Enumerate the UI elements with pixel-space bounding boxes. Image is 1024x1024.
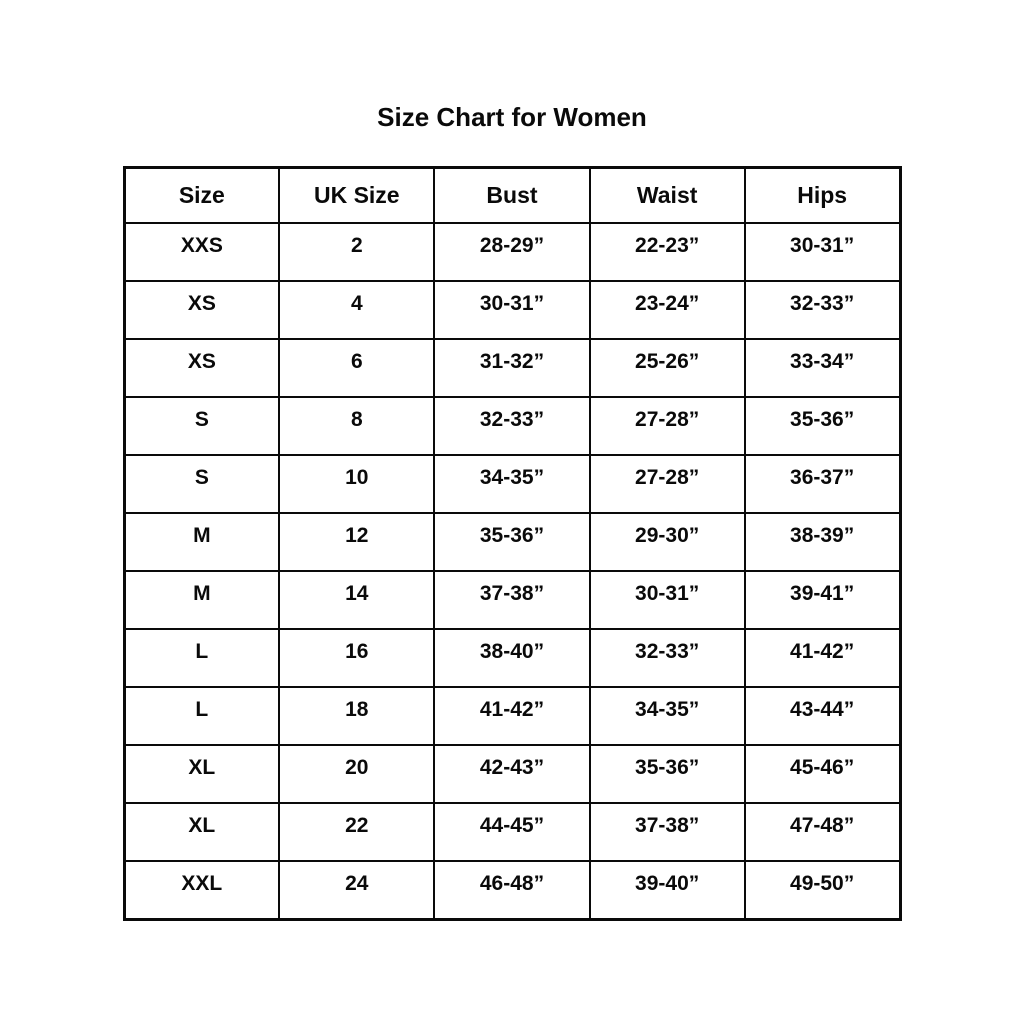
- table-cell: 10: [279, 455, 434, 513]
- table-cell: 30-31”: [434, 281, 589, 339]
- table-cell: 37-38”: [434, 571, 589, 629]
- table-cell: XL: [124, 803, 279, 861]
- table-cell: 35-36”: [434, 513, 589, 571]
- column-header: Bust: [434, 168, 589, 224]
- page-title: Size Chart for Women: [377, 102, 647, 132]
- table-row: [124, 803, 900, 861]
- table-cell: M: [124, 513, 279, 571]
- table-cell: XXS: [124, 223, 279, 281]
- table-cell: L: [124, 687, 279, 745]
- table-cell: 36-37”: [745, 455, 900, 513]
- table-cell: 34-35”: [590, 687, 745, 745]
- table-cell: 46-48”: [434, 861, 589, 920]
- table-cell: M: [124, 571, 279, 629]
- table-cell: 34-35”: [434, 455, 589, 513]
- table-cell: 41-42”: [745, 629, 900, 687]
- table-cell: 25-26”: [590, 339, 745, 397]
- table-cell: 44-45”: [434, 803, 589, 861]
- table-cell: 30-31”: [745, 223, 900, 281]
- table-cell: 39-41”: [745, 571, 900, 629]
- table-cell: 32-33”: [434, 397, 589, 455]
- table-cell: 31-32”: [434, 339, 589, 397]
- table-cell: 37-38”: [590, 803, 745, 861]
- table-row: [124, 397, 900, 455]
- table-cell: 38-40”: [434, 629, 589, 687]
- table-cell: 27-28”: [590, 455, 745, 513]
- table-row: [124, 861, 900, 920]
- column-header: Waist: [590, 168, 745, 224]
- table-cell: S: [124, 455, 279, 513]
- table-cell: 28-29”: [434, 223, 589, 281]
- header-row: [124, 168, 900, 224]
- table-cell: 8: [279, 397, 434, 455]
- table-cell: 47-48”: [745, 803, 900, 861]
- table-cell: 6: [279, 339, 434, 397]
- table-row: [124, 629, 900, 687]
- table-cell: 12: [279, 513, 434, 571]
- table-cell: 39-40”: [590, 861, 745, 920]
- table-cell: 14: [279, 571, 434, 629]
- table-cell: 43-44”: [745, 687, 900, 745]
- table-row: [124, 687, 900, 745]
- table-row: [124, 745, 900, 803]
- table-cell: 38-39”: [745, 513, 900, 571]
- table-cell: 35-36”: [745, 397, 900, 455]
- table-cell: 30-31”: [590, 571, 745, 629]
- table-row: [124, 455, 900, 513]
- table-cell: S: [124, 397, 279, 455]
- table-row: [124, 571, 900, 629]
- table-cell: XS: [124, 281, 279, 339]
- table-cell: 20: [279, 745, 434, 803]
- column-header: UK Size: [279, 168, 434, 224]
- table-cell: 45-46”: [745, 745, 900, 803]
- column-header: Size: [124, 168, 279, 224]
- table-cell: XXL: [124, 861, 279, 920]
- table-row: [124, 513, 900, 571]
- table-cell: 33-34”: [745, 339, 900, 397]
- table-cell: 23-24”: [590, 281, 745, 339]
- table-cell: 22: [279, 803, 434, 861]
- table-cell: 22-23”: [590, 223, 745, 281]
- table-row: [124, 223, 900, 281]
- table-cell: 4: [279, 281, 434, 339]
- table-cell: XL: [124, 745, 279, 803]
- table-cell: 24: [279, 861, 434, 920]
- table-cell: 29-30”: [590, 513, 745, 571]
- table-body: [124, 223, 900, 920]
- table-cell: 35-36”: [590, 745, 745, 803]
- table-head: [124, 168, 900, 224]
- table-cell: 18: [279, 687, 434, 745]
- table-cell: XS: [124, 339, 279, 397]
- table-row: [124, 281, 900, 339]
- table-cell: 49-50”: [745, 861, 900, 920]
- table-cell: 2: [279, 223, 434, 281]
- table-cell: 27-28”: [590, 397, 745, 455]
- column-header: Hips: [745, 168, 900, 224]
- table-cell: 32-33”: [745, 281, 900, 339]
- table-row: [124, 339, 900, 397]
- table-cell: 42-43”: [434, 745, 589, 803]
- table-cell: 41-42”: [434, 687, 589, 745]
- table-cell: 16: [279, 629, 434, 687]
- table-cell: 32-33”: [590, 629, 745, 687]
- size-chart-table: [123, 166, 902, 921]
- table-cell: L: [124, 629, 279, 687]
